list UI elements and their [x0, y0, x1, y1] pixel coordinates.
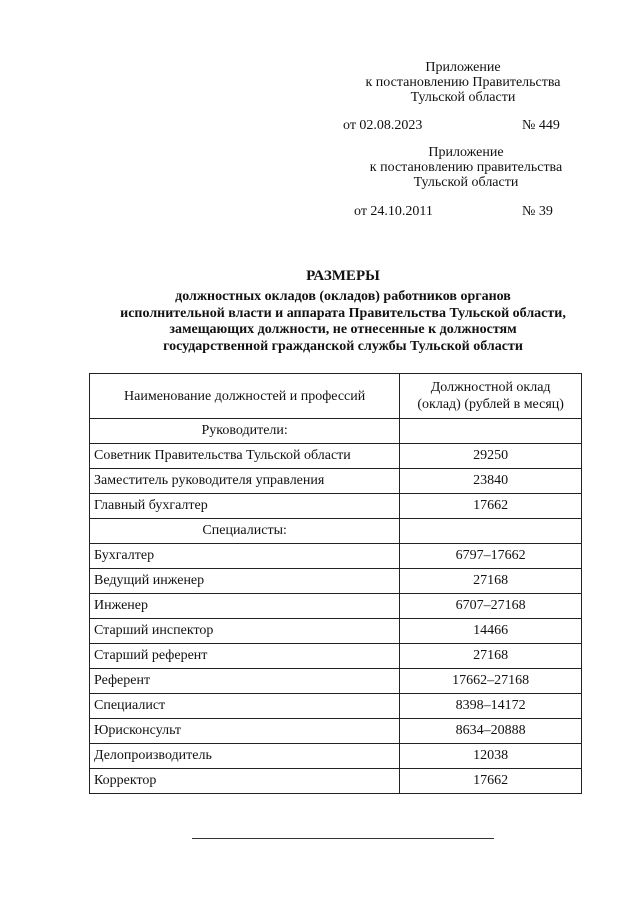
position-name: Заместитель руководителя управления — [90, 469, 400, 494]
table-row — [90, 619, 582, 644]
salary-value: 27168 — [400, 569, 582, 594]
salary-value: 8634–20888 — [400, 719, 582, 744]
column-header-salary — [400, 374, 582, 419]
group-title: Специалисты: — [90, 519, 400, 544]
footer-divider — [192, 838, 494, 839]
table-row — [90, 544, 582, 569]
position-name: Ведущий инженер — [90, 569, 400, 594]
salary-value: 8398–14172 — [400, 694, 582, 719]
salary-value: 23840 — [400, 469, 582, 494]
subtitle-line: должностных окладов (окладов) работников органов — [175, 289, 511, 304]
salary-value: 12038 — [400, 744, 582, 769]
document-subtitle — [70, 289, 616, 355]
position-name: Старший референт — [90, 644, 400, 669]
salary-header-line: Должностной оклад — [430, 380, 551, 395]
annex-label: Приложение — [428, 145, 504, 160]
group-empty-cell — [400, 419, 582, 444]
decree-number: № 449 — [522, 118, 560, 133]
table-row — [90, 569, 582, 594]
position-name: Бухгалтер — [90, 544, 400, 569]
column-header-position: Наименование должностей и профессий — [90, 374, 400, 419]
subtitle-line: исполнительной власти и аппарата Правительства Тульской области, — [120, 305, 566, 321]
position-name: Юрисконсульт — [90, 719, 400, 744]
position-name: Инженер — [90, 594, 400, 619]
table-row — [90, 644, 582, 669]
group-header-row — [90, 419, 582, 444]
table-row — [90, 594, 582, 619]
position-name: Советник Правительства Тульской области — [90, 444, 400, 469]
salary-value: 14466 — [400, 619, 582, 644]
table-row — [90, 744, 582, 769]
subtitle-line: замещающих должности, не отнесенные к должностям — [169, 322, 517, 337]
table-body — [90, 419, 582, 794]
annex-decree-line: к постановлению Правительства — [365, 75, 561, 90]
position-name: Старший инспектор — [90, 619, 400, 644]
table-header-row — [90, 374, 582, 419]
annex-region-line: Тульской области — [410, 90, 516, 105]
salary-value: 29250 — [400, 444, 582, 469]
table-row — [90, 669, 582, 694]
group-title: Руководители: — [90, 419, 400, 444]
table-row — [90, 494, 582, 519]
table-row — [90, 469, 582, 494]
table-row — [90, 719, 582, 744]
table-row — [90, 694, 582, 719]
position-name: Корректор — [90, 769, 400, 794]
salary-value: 6797–17662 — [400, 544, 582, 569]
salary-value: 17662 — [400, 494, 582, 519]
annex-region-line: Тульской области — [413, 175, 519, 190]
decree-date: от 24.10.2011 — [354, 204, 433, 219]
document-title: РАЗМЕРЫ — [306, 268, 380, 284]
group-empty-cell — [400, 519, 582, 544]
decree-number: № 39 — [522, 204, 553, 219]
annex-block-current — [340, 60, 586, 105]
group-header-row — [90, 519, 582, 544]
salary-table — [89, 373, 582, 794]
table-row — [90, 769, 582, 794]
position-name: Делопроизводитель — [90, 744, 400, 769]
annex-label: Приложение — [425, 60, 501, 75]
position-name: Референт — [90, 669, 400, 694]
salary-value: 6707–27168 — [400, 594, 582, 619]
salary-value: 17662–27168 — [400, 669, 582, 694]
decree-date: от 02.08.2023 — [343, 118, 423, 133]
salary-header-line: (оклад) (рублей в месяц) — [417, 397, 564, 412]
salary-value: 27168 — [400, 644, 582, 669]
subtitle-line: государственной гражданской службы Тульской области — [163, 338, 523, 354]
salary-value: 17662 — [400, 769, 582, 794]
table-row — [90, 444, 582, 469]
annex-decree-line: к постановлению правительства — [369, 160, 563, 175]
position-name: Специалист — [90, 694, 400, 719]
annex-block-original — [338, 145, 594, 190]
position-name: Главный бухгалтер — [90, 494, 400, 519]
